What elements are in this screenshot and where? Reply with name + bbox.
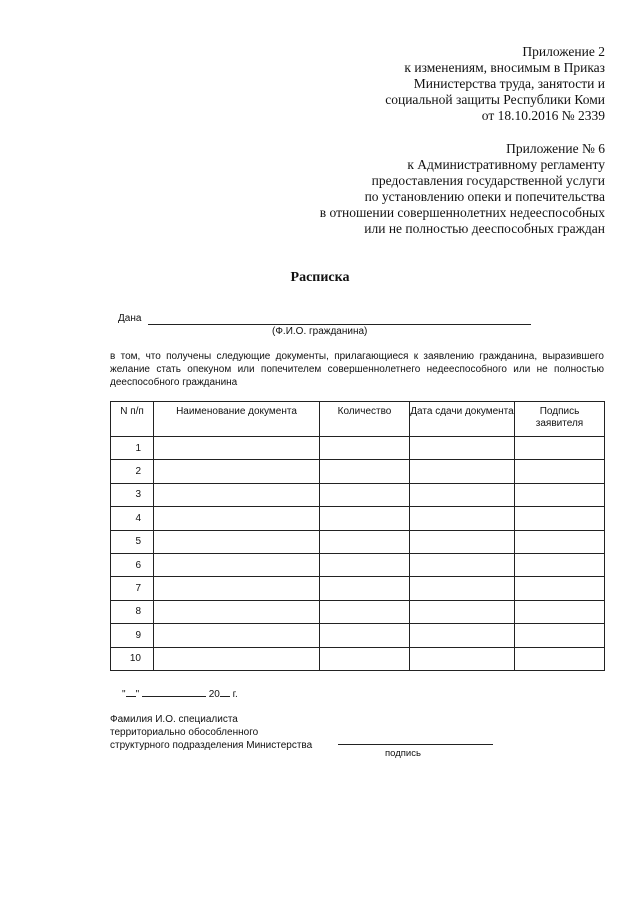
quantity-cell[interactable]	[320, 437, 410, 460]
submission-date-cell[interactable]	[410, 624, 515, 647]
signature-caption: подпись	[385, 748, 421, 759]
header-submission-date: Дата сдачи документа	[410, 402, 515, 437]
annex2-line: социальной защиты Республики Коми	[385, 92, 605, 107]
submission-date-cell[interactable]	[410, 647, 515, 670]
quantity-cell[interactable]	[320, 647, 410, 670]
annex2-line: Приложение 2	[522, 44, 605, 59]
month-field[interactable]	[142, 687, 206, 697]
document-name-cell[interactable]	[154, 460, 320, 483]
date-line	[122, 687, 238, 700]
applicant-signature-cell[interactable]	[515, 483, 605, 506]
document-name-cell[interactable]	[154, 507, 320, 530]
quantity-cell[interactable]	[320, 577, 410, 600]
document-name-cell[interactable]	[154, 647, 320, 670]
annex6-line: к Административному регламенту	[407, 157, 605, 172]
document-name-cell[interactable]	[154, 553, 320, 576]
given-label: Дана	[118, 313, 142, 324]
annex6-line: или не полностью дееспособных граждан	[364, 221, 605, 236]
document-title: Расписка	[290, 270, 350, 285]
annex6-line: предоставления государственной услуги	[371, 173, 605, 188]
row-number-cell: 6	[111, 553, 154, 576]
table-row	[111, 530, 605, 553]
year-field[interactable]	[220, 687, 230, 697]
quantity-cell[interactable]	[320, 507, 410, 530]
header-document-name: Наименование документа	[154, 402, 320, 437]
day-field[interactable]	[126, 687, 136, 697]
applicant-signature-cell[interactable]	[515, 553, 605, 576]
signature-field[interactable]	[338, 744, 493, 745]
applicant-signature-cell[interactable]	[515, 530, 605, 553]
year-suffix: г.	[229, 689, 238, 700]
document-name-cell[interactable]	[154, 437, 320, 460]
annex6-header	[320, 141, 605, 237]
table-row	[111, 600, 605, 623]
year-prefix: 20	[208, 689, 220, 700]
table-header-row	[111, 402, 605, 437]
applicant-signature-cell[interactable]	[515, 600, 605, 623]
submission-date-cell[interactable]	[410, 553, 515, 576]
document-name-cell[interactable]	[154, 577, 320, 600]
table-row	[111, 553, 605, 576]
annex6-line: Приложение № 6	[506, 141, 605, 156]
quantity-cell[interactable]	[320, 530, 410, 553]
row-number-cell: 4	[111, 507, 154, 530]
specialist-line: Фамилия И.О. специалиста	[110, 714, 238, 725]
header-applicant-signature: Подпись заявителя	[515, 402, 605, 437]
document-name-cell[interactable]	[154, 530, 320, 553]
submission-date-cell[interactable]	[410, 507, 515, 530]
quote-close: "	[135, 689, 140, 700]
document-name-cell[interactable]	[154, 600, 320, 623]
quantity-cell[interactable]	[320, 483, 410, 506]
quote-open: "	[122, 689, 126, 700]
table-row	[111, 577, 605, 600]
table-row	[111, 507, 605, 530]
row-number-cell: 9	[111, 624, 154, 647]
table-body	[111, 437, 605, 671]
citizen-name-field[interactable]	[148, 324, 531, 325]
applicant-signature-cell[interactable]	[515, 437, 605, 460]
submission-date-cell[interactable]	[410, 577, 515, 600]
annex6-line: в отношении совершеннолетних недееспособных	[319, 205, 605, 220]
applicant-signature-cell[interactable]	[515, 507, 605, 530]
table-row	[111, 624, 605, 647]
submission-date-cell[interactable]	[410, 530, 515, 553]
annex2-line: от 18.10.2016 № 2339	[481, 108, 605, 123]
citizen-name-caption: (Ф.И.О. гражданина)	[272, 326, 368, 337]
submission-date-cell[interactable]	[410, 437, 515, 460]
table-row	[111, 437, 605, 460]
row-number-cell: 5	[111, 530, 154, 553]
applicant-signature-cell[interactable]	[515, 460, 605, 483]
row-number-cell: 10	[111, 647, 154, 670]
table-row	[111, 647, 605, 670]
row-number-cell: 2	[111, 460, 154, 483]
specialist-line: структурного подразделения Министерства	[110, 740, 313, 751]
applicant-signature-cell[interactable]	[515, 577, 605, 600]
header-number: N п/п	[111, 402, 154, 437]
confirmation-text: в том, что получены следующие документы, прилагающиеся к заявлению гражданина, выразившего желание стать опекуном или попечителем совершеннолетнего недееспособного или не полностью дееспособного гражданина	[110, 351, 604, 388]
specialist-line: территориально обособленного	[110, 727, 259, 738]
annex2-line: к изменениям, вносимым в Приказ	[404, 60, 605, 75]
submission-date-cell[interactable]	[410, 460, 515, 483]
quantity-cell[interactable]	[320, 600, 410, 623]
specialist-block	[110, 713, 312, 752]
quantity-cell[interactable]	[320, 553, 410, 576]
annex2-header	[385, 44, 605, 124]
applicant-signature-cell[interactable]	[515, 624, 605, 647]
row-number-cell: 8	[111, 600, 154, 623]
submission-date-cell[interactable]	[410, 483, 515, 506]
table-row	[111, 483, 605, 506]
row-number-cell: 1	[111, 437, 154, 460]
annex2-line: Министерства труда, занятости и	[413, 76, 605, 91]
submission-date-cell[interactable]	[410, 600, 515, 623]
documents-table	[110, 401, 605, 671]
applicant-signature-cell[interactable]	[515, 647, 605, 670]
row-number-cell: 3	[111, 483, 154, 506]
row-number-cell: 7	[111, 577, 154, 600]
quantity-cell[interactable]	[320, 624, 410, 647]
table-row	[111, 460, 605, 483]
document-name-cell[interactable]	[154, 624, 320, 647]
annex6-line: по установлению опеки и попечительства	[364, 189, 605, 204]
header-quantity: Количество	[320, 402, 410, 437]
quantity-cell[interactable]	[320, 460, 410, 483]
document-name-cell[interactable]	[154, 483, 320, 506]
